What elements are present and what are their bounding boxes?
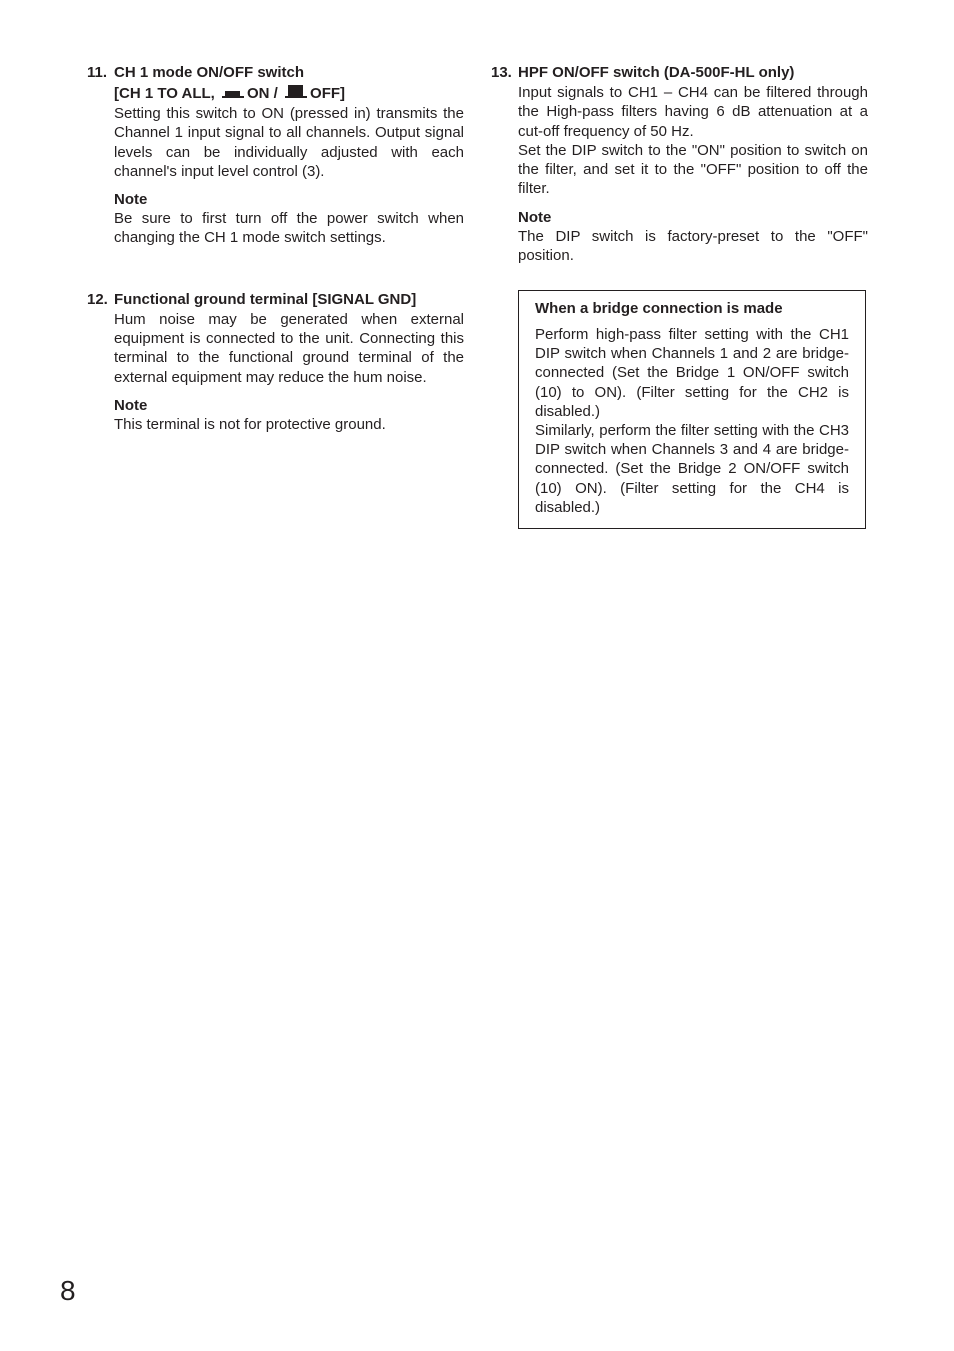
item-11-heading	[87, 62, 464, 83]
item-title: CH 1 mode ON/OFF switch	[114, 64, 305, 81]
left-column	[87, 62, 464, 434]
page-number: 8	[60, 1275, 76, 1306]
note-label: Note	[114, 191, 148, 209]
spacer	[87, 248, 464, 289]
switch-pressed-in-icon	[222, 91, 244, 98]
item-12-body: Hum noise may be generated when external equipment is connected to the unit. Connecting this terminal to the functional ground terminal of the external equipment may reduce the hum noise.	[114, 310, 464, 386]
box-paragraph-2: Similarly, perform the filter setting with the CH3 DIP switch when Channels 3 and 4 are bridge-connected. (Set the Bridge 2 ON/OFF switch (10) ON). (Filter setting for the CH4 is disabled.)	[535, 422, 849, 516]
item-11-subheading	[87, 83, 464, 104]
item-12-note-text: This terminal is not for protective ground.	[114, 415, 386, 433]
item-number: 11.	[87, 64, 108, 81]
bridge-connection-box	[518, 290, 866, 529]
switch-released-icon	[285, 85, 307, 98]
note-label: Note	[518, 208, 552, 226]
subheading-on: ON /	[247, 85, 278, 102]
box-title: When a bridge connection is made	[535, 300, 783, 317]
box-paragraph-1: Perform high-pass filter setting with the CH1 DIP switch when Channels 1 and 2 are bridge-connected (Set the Bridge 1 ON/OFF switch (10) to ON). (Filter setting for the CH2 is disabled.)	[535, 326, 849, 420]
item-number: 12.	[87, 290, 108, 308]
item-title: Functional ground terminal [SIGNAL GND]	[114, 290, 417, 308]
section-item-12	[87, 289, 464, 434]
section-item-13	[491, 62, 868, 265]
item-12-heading	[87, 289, 464, 310]
section-item-11	[87, 62, 464, 248]
item-number: 13.	[491, 64, 512, 81]
item-title: HPF ON/OFF switch (DA-500F-HL only)	[518, 64, 795, 81]
subheading-prefix: [CH 1 TO ALL,	[114, 85, 215, 102]
subheading-off: OFF]	[310, 85, 346, 102]
item-11-body: Setting this switch to ON (pressed in) transmits the Channel 1 input signal to all channels. Output signal levels can be individually adjusted with each channel's input level control (3).	[114, 105, 464, 180]
item-13-body-1: Input signals to CH1 – CH4 can be filtered through the High-pass filters having 6 dB attenuation at a cut-off frequency of 50 Hz.	[518, 84, 868, 140]
item-13-note-text: The DIP switch is factory-preset to the "OFF" position.	[518, 227, 868, 265]
note-label: Note	[114, 396, 148, 414]
item-13-heading	[491, 62, 868, 83]
item-13-body-2: Set the DIP switch to the "ON" position to switch on the filter, and set it to the "OFF" position to off the filter.	[518, 141, 868, 198]
right-column	[491, 62, 868, 265]
item-11-note-text: Be sure to first turn off the power switch when changing the CH 1 mode switch settings.	[114, 210, 464, 247]
